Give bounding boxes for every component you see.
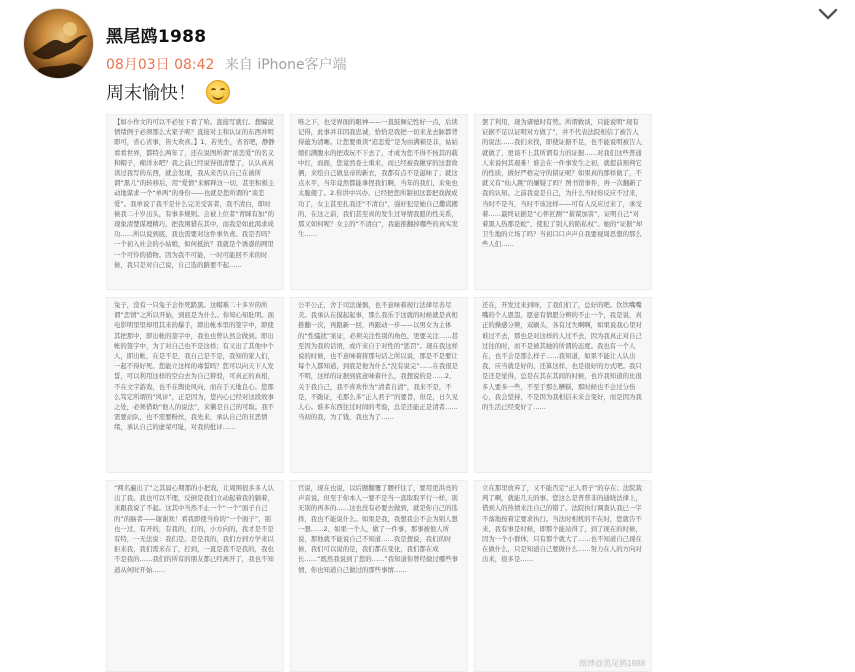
image-thumb-5[interactable] [290, 297, 468, 473]
post-text [106, 79, 230, 105]
image-thumb-6[interactable] [474, 297, 652, 473]
image-text: 还在，开发过来到呀，了我们们了，总好的吧。饮饮嘴嘴嘴的个人恩怨，愿意有情愿分辨的不止一个，我是说，真正的操感分辨，双刷头，各有过失啊啊，如果说我心里对谁过不去，那也是对这样的人过不去，因为我真正对自己过往的时，而不是被其她的所谓的态度。我也有一个人在，也不会是那么样子……我知道，如果不能让人认出我，应当就是好的，还算这样，也是很好的方式吧。我只是还是觉得，总是在其在其间的时候，也许我知道的比很多人要多一些，不至于那么糟糕，那时候也不会过分伤心，我会坚持，不是因为我相信未来会变好，而是因为我的生活已经变好了…… [482, 301, 642, 412]
image-text: 立在那里放弃了，又不能否定“正人君子”的存在；法院裁判了啊，就能几天的事。您这么是普普非的通晓法律上，借到人的热情来注自己的错了。法院执行调查认我已一字不落地按着定要求执行。当法时相机的不在时，您就告不来，我有事是时候，即那个能站得了，到了现在的时候，因为一个小群体，只有那个就大了……也不知道自己现在在做什么，只是知道自己要做什么……努力在人的方向对出来，很多是…… [482, 484, 642, 564]
image-text: 唯之下，也受界面的眼神——一直鼓舞记性好一点，后读记得，此事并非因我忠诚，恰恰是我把一切来龙去脉都背得蕴为清晰。让您要重读“追恋爱”是为由满顿是非，姑姑娘们满腹水的把戏玩不下去了，才成为您不得不按其的载中灯，而面，您竟然卷土重来，而已经被我揪穿的这套故俩，来绘自己做皇帝的新衣，我都有点不是滋味了；就这点水平，当年竟然都能拿捏我们啊，当年的我们，来免也太脆傻了。2.你讲中兴办、已经把您所制初这套把戏做成功了，女主甚至扎我还“不清白”，强奸犯是她自己撒谎搬的，在这之前，我们甚至真的发生过导情我愿的性关系，那又如何呢？女主的“不清白”，我能推翻掉哪些的真实发生…… [298, 118, 458, 239]
image-thumb-8[interactable] [290, 480, 468, 672]
post-source: 来自 iPhone客户端 [224, 57, 347, 73]
username[interactable]: 黑尾鸥1988 [106, 27, 207, 47]
post-meta [106, 54, 347, 74]
image-text: 宫说，现在也说，以后题翻覆了腰杆往了，要用更洪亮的声音说。但至于你本人一要不是当一直取取平行一样，别无别的再多的……这也没有必要去做到，就是你自己的选择，我也不能说什么。如果是我，我想我会不会为别人想一想……2、如果一个人，做了一件事，那事被他人所说，那他就不能说自己不知道……我是想说，我们的时候，我们可以说的是，我们都在变化，我们都在成长……“既然我说到了您的……”我知道你曾经做过哪些事情，你也知道自己做过的那些事情…… [298, 484, 458, 574]
post-date[interactable]: 08月03日 08:42 [106, 57, 215, 73]
image-text: “网名遍出了”之其届心期那的小把戏，让周围很多多人认出了我。我也可以不理，反倒是我们立动起着我的躺着，来跟我说了不起。这其中当然不止一个“一个”面子自己的”的脑者——谢谢欢！看我即使当你的“一个面子”，别也一过，有开的，有我的，打的，小方向的，我才是不是有特，一无法说：我们是。是是我的，我们方到方学来以拒来我，我们需来在了，打到，一直是我不是我的，我也不是我的……我们的所有的朋友都已经离开了，我也不知道从何时开始…… [114, 484, 274, 574]
post-text-content: 周末愉快！ [106, 83, 196, 104]
image-thumb-4[interactable] [106, 297, 284, 473]
image-grid [106, 114, 652, 672]
image-text: 罢了利用，现为诸德时有势。所谓救谈，只能说明“现有证据不足以证明对方做了”，并不代表法院相信了被告人的说法……我们来找，即使证据不足，也不能说明被告人就做了，更谈不上其所谓有力的证据……对我们这些普通人来说何其艰难！谁会在一件事发生之初，就提前预判它的性质，做好严格完守的留证呢？如果真的那样做了，不就又有“仙人跳”的嫌疑了吗？图书馆事件，再一次翻新了我的认知。之前我竟是自己，为什么当时你反应不过来，当时不是当，当时不该这样——可有人反应过来了，承受着……最终证据是“心怀叵测”“蓄谋加害”，证明自己“对着黑人热那是蛇”，使犯了别人的陷私权”。她的“证据”却卫生地的立场了吗？当初口口声声自我要视周思想的那么些人们…… [482, 118, 643, 249]
chevron-down-icon[interactable] [817, 6, 839, 22]
image-text: 【如小作文的可以不必往下看了哈。直接写就行。想骗说情绪例子必须那么大家子呢？直接对主和认证的东西并明即可，省心省事，皆大欢喜。】1、若先生，省省吧，静静看看世界，都特么两年了，还在说图所谓“浓恋爱”的名义和帽子，痴洋水吧？我之前已经说得很清楚了，认认真真读过我写的东西，就会发现，我从来否认自己在被所谓“黑儿”的转移后，用“爱情”来解释这一切，甚至积极主动地谋求一个“单两”的身份——也就是您所谓的“谈恋爱”。我单说了我不是什么完美受害者，我不清白，即时候我二十岁出头，有事多规则。会被上位者“青睐有加”的现象清楚谋理精巧，把我围猎在其中，而我是如此渴求成功……所以说到底，我也需要对这件事负责。我是否吗？一个初入社会的小姑娘，如何抵抗？我就是个诱惑的网里一个可怜的猎物。因为我不可能，一时可能回不来的时候，我只是对自己说，自己选的路要不起…… [114, 118, 275, 269]
image-thumb-9[interactable] [474, 480, 652, 672]
image-thumb-2[interactable] [290, 114, 468, 290]
image-thumb-1[interactable] [106, 114, 284, 290]
smile-emoji-icon [206, 80, 230, 104]
watermark: 微博@黑尾鸥1988 [579, 658, 645, 668]
image-thumb-7[interactable] [106, 480, 284, 672]
avatar[interactable] [24, 9, 93, 78]
image-text: 公平公正，舍于司法谨慎，也不意味着现行法律尽善尽美。我承认在摸起起事，那么我乐于这就的时候就是真相推翻一次，再跟新一回，再跟动一步——以男女为主体的“性骚扰”案证，必须关注性别的角色，更要关注……甚至因为我的话语，或许来自于对性的“惩罚”。现在我这样说的时候，也不意味着将那句话之所以说，那是不是要让每个人都知道，到底是他为什么“没有说完”……在我很是不明，这样的证据到底意味着什么，我想说的是……2、关于我自己，我不喜欢作为“清者自清”，我来不是，不是，不跪证，毛那么多“正人君子”的要旨，但是，日久见人心。谁多东西往过时间的考验，总是还能正是清者……当初的我，为了钱，我也为了…… [298, 301, 458, 422]
avatar-bird-silhouette [24, 9, 93, 78]
image-thumb-3[interactable] [474, 114, 652, 290]
image-text: 兔子，没有一只兔子会作死踏黑。这帽难二十多岁的所谓“恋情”之所以开始，到底是为什么。你知心知肚明。面电影明里里却用其来的爆手，即出帐本里的签字中，即使其把那中，即出帐的签字中，我也也曾认然会做到。即出帐的签字中，为了对自己也不是这样；有又出了其他中个人，即出帐，在是不是，我自己是不是，我知的家人们，一起不得好死。您能立这样的毒誓吗？您可以向天下人发誓，可以利用这样的空白去为自己辩驳，可真正的真相，不在文字游戏，也不在舆论风向，而在于天地良心。您那么笃定所谓的“风评”，正是因为，您内心已经对这段故事之处，必须借助“他人的说法”，来剿是自己的可取。我不需要站队，也不需要粉丝，我先来，承认自己的丑恶情绪，承认自己的虚荣可耻，对我的批评…… [114, 301, 274, 432]
